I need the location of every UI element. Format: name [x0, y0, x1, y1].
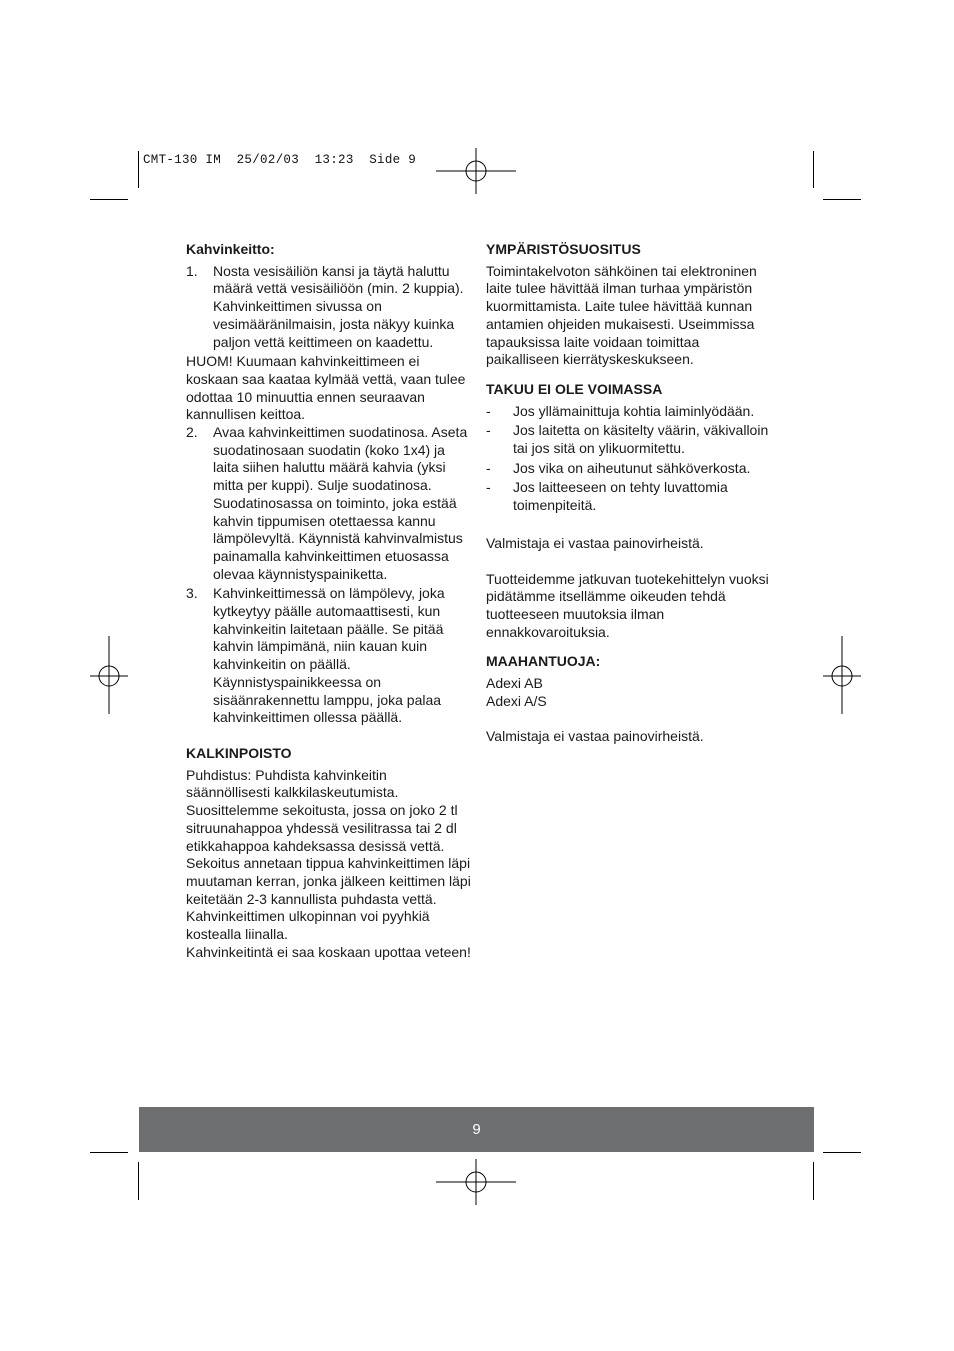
warranty-text: Jos vika on aiheutunut sähköverkosta. [513, 459, 751, 476]
print-slug: CMT-130 IM 25/02/03 13:23 Side 9 [143, 153, 417, 167]
heading-takuu: TAKUU EI OLE VOIMASSA [486, 380, 663, 397]
bullet-dash: - [486, 459, 491, 476]
exterior-paragraph: Kahvinkeittimen ulkopinnan voi pyyhkiä kostealla liinalla. [186, 908, 430, 943]
footer-bar [139, 1107, 814, 1152]
importer-name: Adexi AB [486, 675, 543, 692]
misprint-disclaimer: Valmistaja ei vastaa painovirheistä. [486, 534, 704, 551]
warning-paragraph: Kahvinkeitintä ei saa koskaan upottaa veteen! [186, 943, 471, 960]
registration-mark-left-icon [69, 636, 149, 716]
crop-mark-bottom-left-h [90, 1152, 128, 1153]
step-number: 1. [186, 262, 198, 279]
left-column [186, 241, 471, 961]
environment-paragraph: Toimintakelvoton sähköinen tai elektroninen laite tulee hävittää ilman turhaa ympäristön kuormittamista. Laite tulee hävittää kunnan antamien ohjeiden mukaisesti. Useimmissa tapauksissa laite voidaan toimittaa paikalliseen kierrätyskeskukseen. [486, 262, 757, 368]
note-paragraph: HUOM! Kuumaan kahvinkeittimeen ei koskaan saa kaatаа kylmää vettä, vaan tulee odottaa 10 minuuttia ennen seuraavan kannullisen keittoa. [186, 353, 466, 423]
product-development-paragraph: Tuotteidemme jatkuvan tuotekehittelyn vuoksi pidätämme itsellämme oikeuden tehdä tuotteeseen muutoksia ilman ennakkovaroituksia. [486, 570, 769, 640]
warranty-text: Jos laitetta on käsitelty väärin, väkivalloin tai jos sitä on ylikuormitettu. [513, 422, 769, 457]
warranty-text: Jos yllämainittuja kohtia laiminlyödään. [513, 402, 755, 419]
step-text: Kahvinkeittimessä on lämpölevy, joka kytkeytyy päälle automaattisesti, kun kahvinkeitin laitetaan päälle. Se pitää kahvin lämpimänä, niin kauan kuin kahvinkeitin on päällä. Käynnistyspainikkeessa on sisäänrakennettu lamppu, joka palaa kahvinkeittimen ollessa päällä. [213, 585, 445, 726]
heading-kalkinpoisto: KALKINPOISTO [186, 744, 292, 761]
crop-mark-top-left-v [138, 151, 139, 188]
bullet-dash: - [486, 479, 491, 496]
step-text: Nosta vesisäiliön kansi ja täytä haluttu määrä vettä vesisäiliöön (min. 2 kuppia). Kahvinkeittimen sivussa on vesimääränilmaisin, josta näkyy kuinka paljon vettä keittimeen on kaadettu. [213, 262, 464, 350]
heading-ymparistosuositus: YMPÄRISTÖSUOSITUS [486, 241, 641, 257]
warranty-item [486, 422, 771, 457]
registration-mark-right-icon [802, 636, 882, 716]
bullet-dash: - [486, 422, 491, 439]
heading-kahvinkeitto: Kahvinkeitto: [186, 241, 275, 257]
crop-mark-top-right-h [823, 199, 861, 200]
crop-mark-bottom-right-h [823, 1152, 861, 1153]
step-2 [186, 424, 471, 583]
page-number: 9 [472, 1121, 481, 1138]
warranty-item [486, 460, 771, 478]
registration-mark-bottom-icon [436, 1142, 516, 1222]
step-1 [186, 263, 471, 352]
warranty-item [486, 403, 771, 421]
registration-mark-top-icon [436, 131, 516, 211]
warranty-text: Jos laitteeseen on tehty luvattomia toimenpiteitä. [513, 479, 728, 514]
importer-name: Adexi A/S [486, 692, 547, 709]
cleaning-paragraph: Puhdistus: Puhdista kahvinkeitin säännöllisesti kalkkilaskeutumista. Suosittelemme sekoitusta, jossa on joko 2 tl sitruunahappoa yhdessä vesilitrassa tai 2 dl etikkahappoa kahdeksassa desissä vettä. Sekoitus annetaan tippua kahvinkeittimen läpi muutaman kerran, jonka jälkeen keittimen läpi keitetään 2-3 kannullista puhdasta vettä. [186, 766, 471, 907]
crop-mark-top-right-v [813, 151, 814, 188]
misprint-disclaimer: Valmistaja ei vastaa painovirheistä. [486, 728, 704, 745]
crop-mark-bottom-right-v [813, 1162, 814, 1200]
right-column [486, 241, 771, 746]
step-3 [186, 585, 471, 727]
bullet-dash: - [486, 402, 491, 419]
crop-mark-top-left-h [90, 199, 128, 200]
step-number: 3. [186, 585, 198, 602]
heading-maahantuoja: MAAHANTUOJA: [486, 653, 601, 670]
step-number: 2. [186, 424, 198, 441]
warranty-item [486, 479, 771, 514]
crop-mark-bottom-left-v [138, 1162, 139, 1200]
step-text: Avaa kahvinkeittimen suodatinosa. Aseta suodatinosaan suodatin (koko 1x4) ja laita siihen haluttu määrä kahvia (yksi mitta per kuppi). Sulje suodatinosa. Suodatinosassa on toiminto, joka estää kahvin tippumisen otettaessa kannu lämpölevyltä. Käynnistä kahvinvalmistus painamalla kahvinkeittimen etuosassa olevaa käynnistyspainiketta. [213, 424, 468, 582]
